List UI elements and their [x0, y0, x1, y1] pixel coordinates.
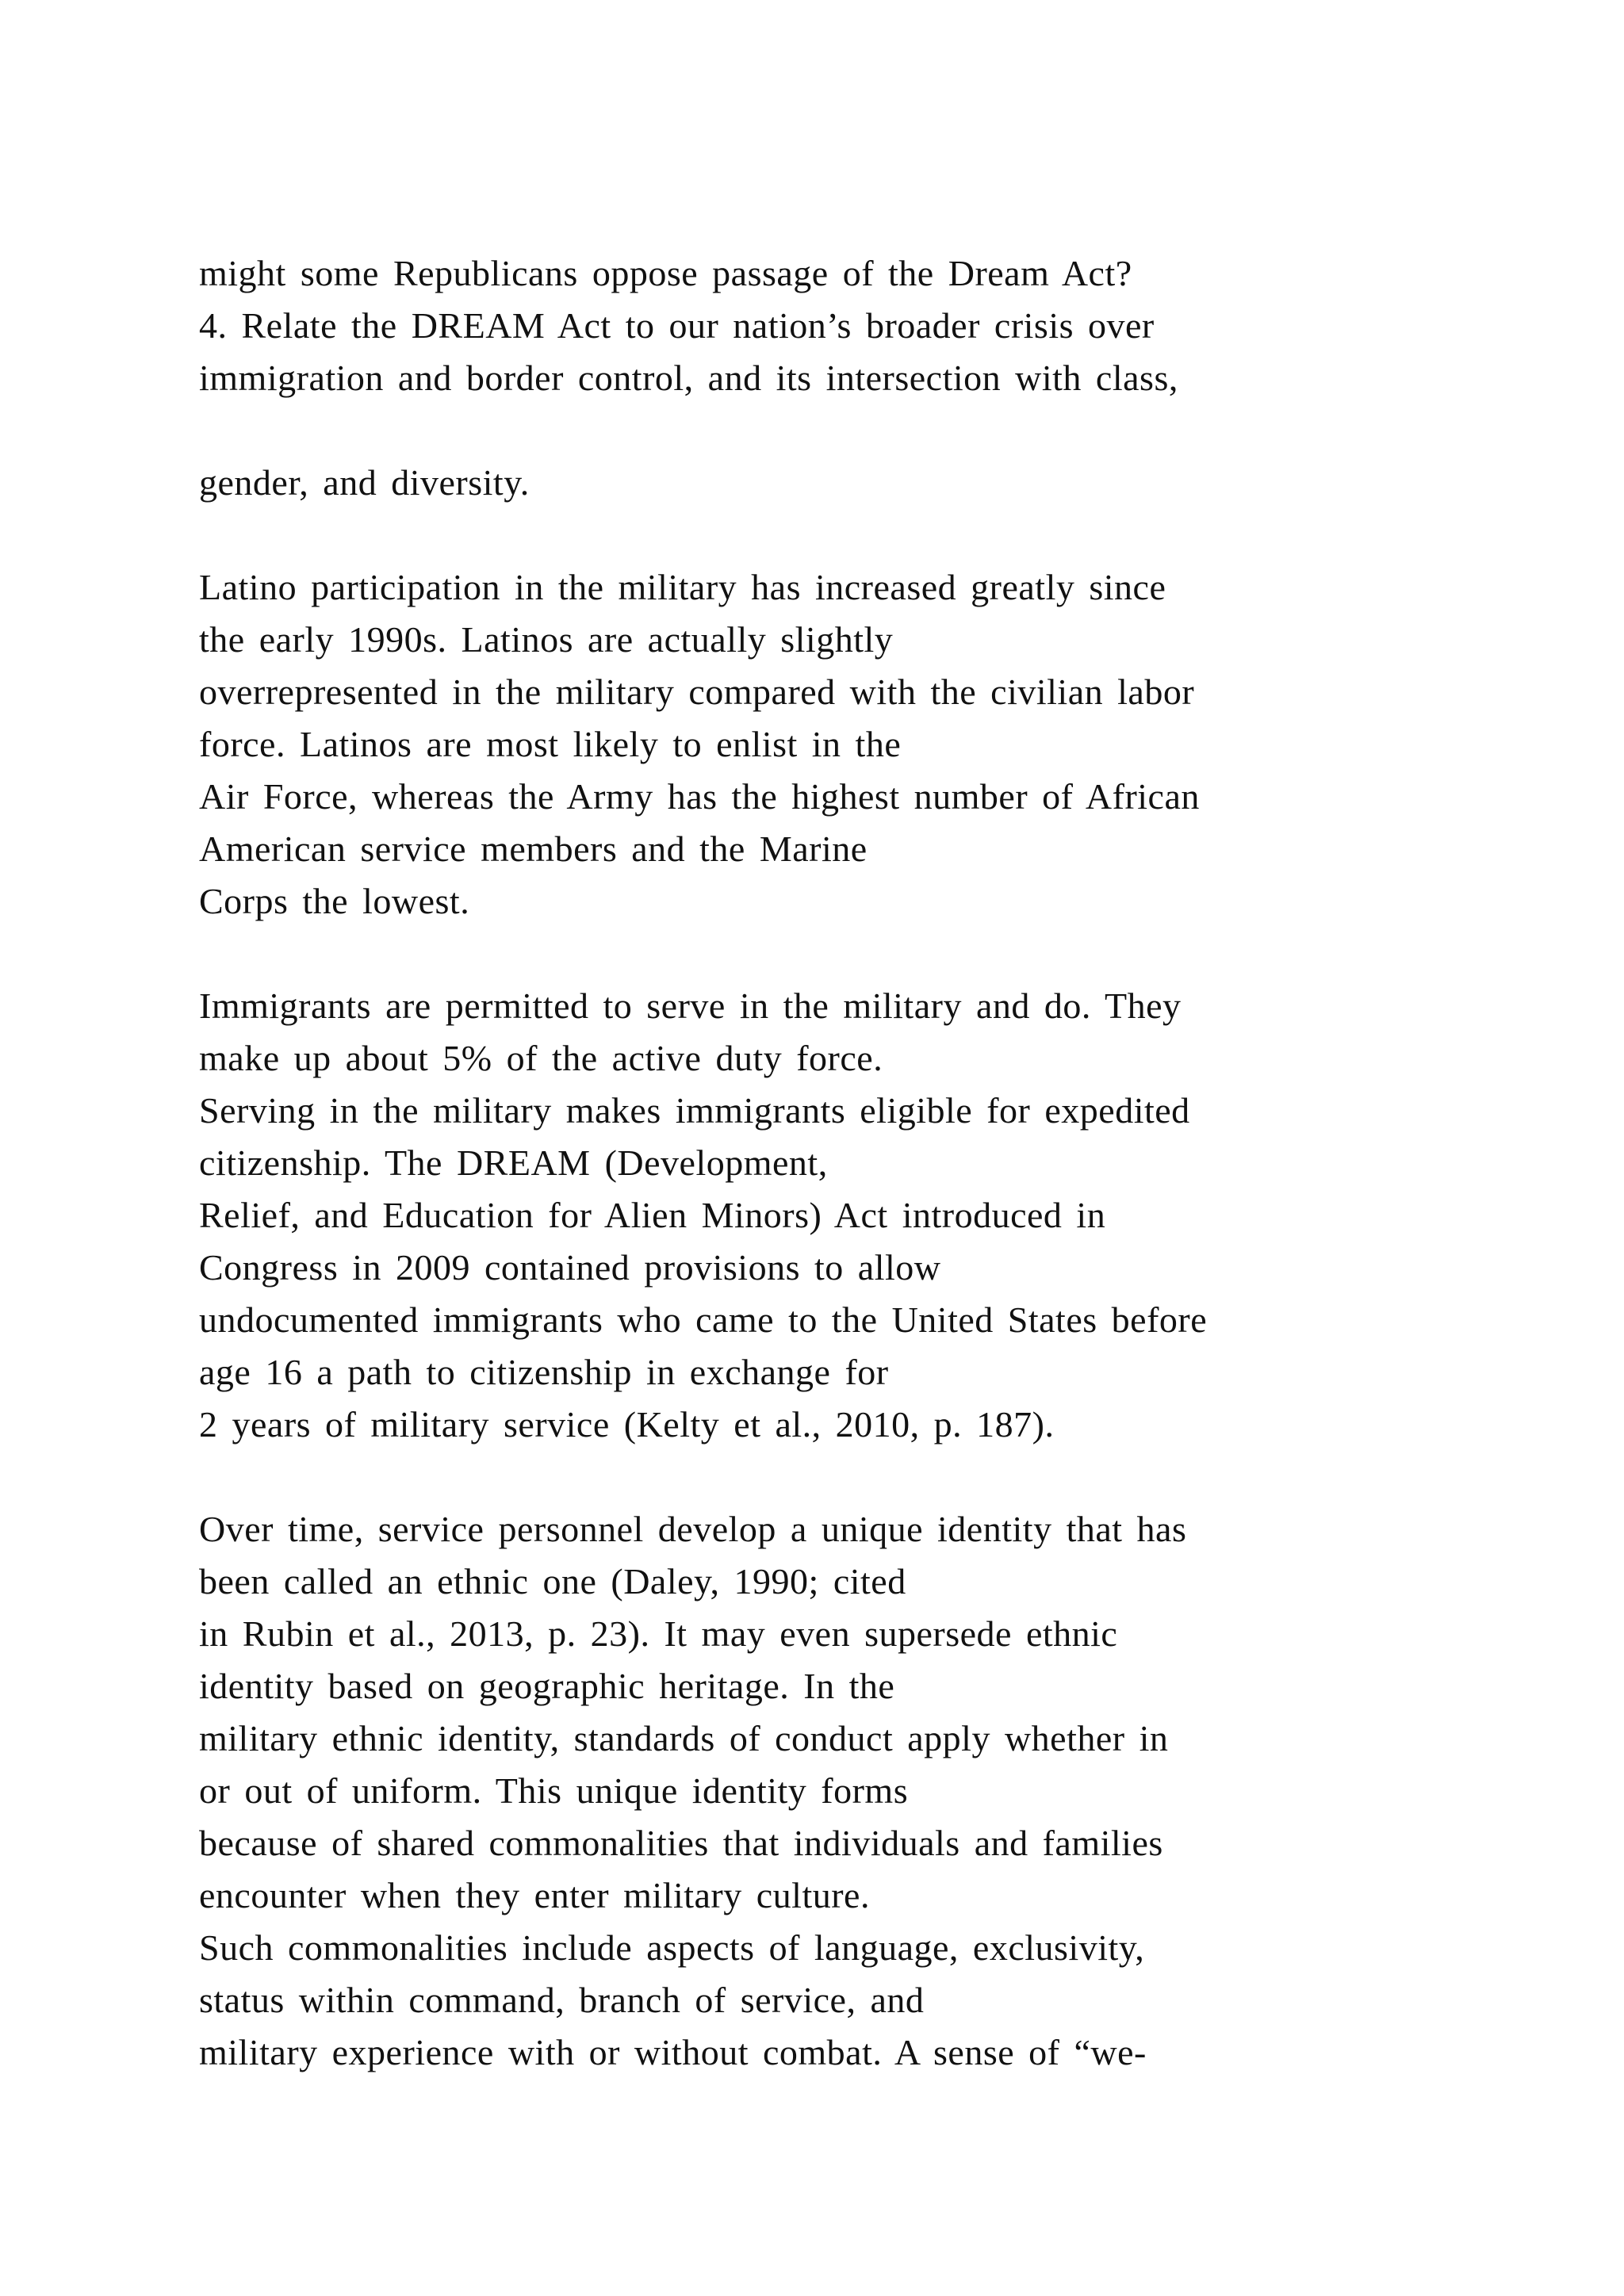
text-line: American service members and the Marine	[199, 828, 868, 869]
text-line: Air Force, whereas the Army has the highest number of African	[199, 776, 1200, 817]
text-line: military experience with or without combat. A sense of “we-	[199, 2032, 1147, 2072]
text-line: Corps the lowest.	[199, 881, 470, 921]
blank-line	[199, 1451, 1547, 1503]
text-line: because of shared commonalities that individuals and families	[199, 1823, 1163, 1863]
document-page	[199, 247, 1547, 2079]
text-line: 4. Relate the DREAM Act to our nation’s broader crisis over	[199, 305, 1155, 346]
text-line: Such commonalities include aspects of language, exclusivity,	[199, 1927, 1145, 1968]
text-line: in Rubin et al., 2013, p. 23). It may even supersede ethnic	[199, 1613, 1118, 1654]
text-line: gender, and diversity.	[199, 462, 530, 503]
text-line: Serving in the military makes immigrants eligible for expedited	[199, 1090, 1190, 1131]
blank-line	[199, 404, 1547, 457]
text-line: Immigrants are permitted to serve in the military and do. They	[199, 985, 1182, 1026]
text-line: age 16 a path to citizenship in exchange for	[199, 1352, 889, 1392]
text-line: been called an ethnic one (Daley, 1990; cited	[199, 1561, 906, 1601]
text-line: Over time, service personnel develop a unique identity that has	[199, 1509, 1187, 1549]
text-line: overrepresented in the military compared with the civilian labor	[199, 672, 1195, 712]
text-line: Latino participation in the military has increased greatly since	[199, 567, 1166, 607]
text-line: military ethnic identity, standards of conduct apply whether in	[199, 1718, 1169, 1758]
text-line: status within command, branch of service, and	[199, 1980, 925, 2020]
text-line: undocumented immigrants who came to the United States before	[199, 1299, 1208, 1340]
text-line: Relief, and Education for Alien Minors) Act introduced in	[199, 1195, 1106, 1235]
text-line: the early 1990s. Latinos are actually slightly	[199, 619, 894, 660]
text-line: 2 years of military service (Kelty et al., 2010, p. 187).	[199, 1404, 1055, 1445]
text-line: immigration and border control, and its intersection with class,	[199, 358, 1178, 398]
blank-line	[199, 509, 1547, 561]
text-line: might some Republicans oppose passage of the Dream Act?	[199, 253, 1132, 293]
text-line: or out of uniform. This unique identity forms	[199, 1770, 909, 1811]
text-line: Congress in 2009 contained provisions to allow	[199, 1247, 941, 1288]
text-line: identity based on geographic heritage. In the	[199, 1666, 895, 1706]
text-line: make up about 5% of the active duty force.	[199, 1038, 883, 1078]
blank-line	[199, 928, 1547, 980]
text-line: force. Latinos are most likely to enlist in the	[199, 724, 902, 764]
text-line: citizenship. The DREAM (Development,	[199, 1142, 828, 1183]
text-line: encounter when they enter military culture.	[199, 1875, 870, 1915]
